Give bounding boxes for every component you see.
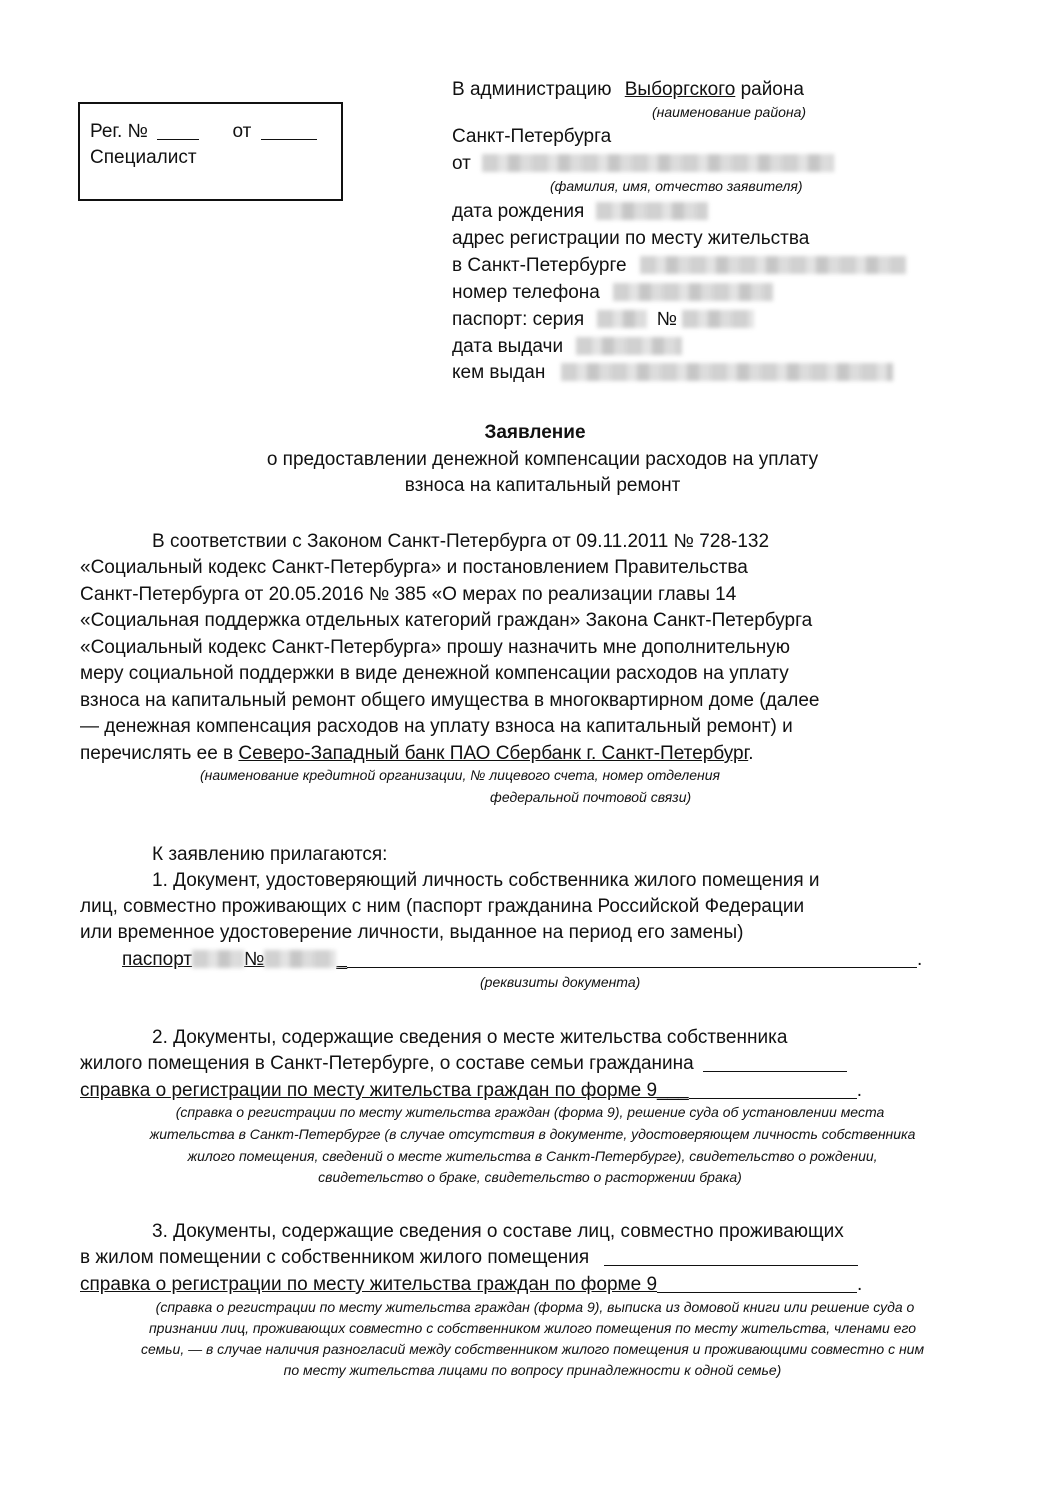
redacted-passport-series [597, 310, 647, 328]
phone-label: номер телефона [452, 282, 600, 303]
item3-line-text: в жилом помещении с собственником жилого помещения [80, 1247, 590, 1268]
item2-note: жительства в Санкт-Петербурге (в случае отсутствия в документе, удостоверяющем личность собственника [149, 1126, 916, 1142]
passport-number-label: № [656, 309, 678, 330]
birth-date-line [452, 199, 708, 226]
document-title: Заявление [484, 422, 586, 443]
item2-line-with-blank [80, 1051, 847, 1078]
item2-value: справка о регистрации по месту жительства граждан по форме 9___ [80, 1080, 689, 1101]
bank-name: Северо-Западный банк ПАО Сбербанк г. Санкт-Петербург [238, 743, 749, 764]
reg-number-blank [157, 121, 199, 140]
title-line-1: о предоставлении денежной компенсации расходов на уплату [266, 449, 819, 470]
item2-blank-line [703, 1053, 847, 1072]
reg-date-blank [261, 121, 317, 140]
district-suffix: района [740, 79, 804, 100]
body-line: «Социальный кодекс Санкт-Петербурга» и постановлением Правительства [80, 557, 748, 578]
item3-note: признании лиц, проживающих совместно с собственником жилого помещения по месту жительства, членами его [148, 1320, 917, 1336]
title-line-2: взноса на капитальный ремонт [404, 475, 681, 496]
redacted-attachment-series [192, 950, 244, 968]
bank-note-1: (наименование кредитной организации, № лицевого счета, номер отделения [200, 767, 720, 783]
item3-value-blank [657, 1274, 857, 1293]
from-label: от [452, 153, 471, 174]
body-line: — денежная компенсация расходов на уплату взноса на капитальный ремонт) и [80, 716, 793, 737]
item1-passport-label: паспорт [122, 949, 193, 970]
passport-series-label: паспорт: серия [452, 309, 585, 330]
issued-by-line [452, 360, 893, 387]
reg-number-label: Рег. № [90, 121, 148, 142]
issue-date-line [452, 334, 682, 361]
redacted-phone [613, 283, 773, 301]
body-line: взноса на капитальный ремонт общего имущества в многоквартирном доме (далее [80, 690, 820, 711]
applicant-line [452, 151, 834, 178]
item1-line: 1. Документ, удостоверяющий личность собственника жилого помещения и [152, 870, 820, 891]
item1-line: или временное удостоверение личности, выданное на период его замены) [80, 922, 744, 943]
item1-line: лиц, совместно проживающих с ним (паспорт гражданина Российской Федерации [80, 896, 805, 917]
body-line: «Социальный кодекс Санкт-Петербурга» прошу назначить мне дополнительную [80, 637, 790, 658]
district-note: (наименование района) [652, 104, 807, 120]
registration-box [78, 102, 343, 201]
item2-line-text: жилого помещения в Санкт-Петербурге, о составе семьи гражданина [80, 1053, 694, 1074]
district-name: Выборгского [624, 79, 736, 100]
item3-line: 3. Документы, содержащие сведения о составе лиц, совместно проживающих [152, 1221, 844, 1242]
item2-value-blank [689, 1080, 857, 1099]
address-city-line [452, 253, 906, 280]
specialist-label: Специалист [90, 147, 197, 168]
item1-note: (реквизиты документа) [480, 974, 641, 990]
redacted-issue-date [576, 337, 682, 355]
reg-number-row [90, 119, 317, 146]
to-admin-line [452, 77, 804, 104]
address-label: адрес регистрации по месту жительства [452, 228, 810, 249]
to-admin-label: В администрацию [452, 79, 612, 100]
item1-number-label: № [244, 949, 265, 970]
issued-by-label: кем выдан [452, 362, 546, 383]
bank-line [80, 741, 753, 768]
birth-date-label: дата рождения [452, 201, 585, 222]
body-line: «Социальная поддержка отдельных категорий граждан» Закона Санкт-Петербурга [80, 610, 813, 631]
bank-period: . [748, 743, 754, 764]
issue-date-label: дата выдачи [452, 336, 564, 357]
body-line: В соответствии с Законом Санкт-Петербурга от 09.11.2011 № 728-132 [152, 531, 770, 552]
item3-value-line: справка о регистрации по месту жительства граждан по форме 9 . [80, 1274, 863, 1295]
body-line: Санкт-Петербурга от 20.05.2016 № 385 «О мерах по реализации главы 14 [80, 584, 737, 605]
attachments-intro: К заявлению прилагаются: [152, 844, 388, 865]
redacted-birth-date [596, 202, 708, 220]
item1-tail: _ [336, 949, 348, 970]
address-city-label: в Санкт-Петербурге [452, 255, 627, 276]
applicant-note: (фамилия, имя, отчество заявителя) [550, 178, 803, 194]
item2-line: 2. Документы, содержащие сведения о месте жительства собственника [152, 1027, 788, 1048]
phone-line [452, 280, 773, 307]
bank-prefix: перечислять ее в [80, 743, 234, 764]
item3-note: семьи, — в случае наличия разногласий между собственником жилого помещения и проживающими совместно с ним [140, 1341, 925, 1357]
body-line: меру социальной поддержки в виде денежной компенсации расходов на уплату [80, 663, 789, 684]
item2-note: (справка о регистрации по месту жительства граждан (форма 9), решение суда об установлении места [175, 1104, 885, 1120]
item2-value-line: справка о регистрации по месту жительства граждан по форме 9___ . [80, 1080, 863, 1101]
item3-blank-line [604, 1247, 858, 1266]
item3-line-with-blank [80, 1245, 858, 1272]
redacted-applicant-name [482, 154, 834, 172]
passport-line [452, 307, 754, 334]
item1-passport-line: паспорт № _ . [122, 949, 923, 970]
redacted-attachment-number [264, 950, 336, 968]
item1-blank-line [347, 949, 917, 968]
reg-date-label: от [232, 121, 252, 142]
redacted-address [640, 256, 906, 274]
item3-note: (справка о регистрации по месту жительства граждан (форма 9), выписка из домовой книги или решение суда о [155, 1299, 915, 1315]
redacted-passport-number [682, 310, 754, 328]
item2-note: жилого помещения, сведений о месте жительства в Санкт-Петербурге), свидетельство о рождении, [187, 1148, 878, 1164]
city-label: Санкт-Петербурга [452, 126, 612, 147]
redacted-issued-by [561, 363, 893, 381]
bank-note-2: федеральной почтовой связи) [490, 789, 692, 805]
item2-note: свидетельство о браке, свидетельство о расторжении брака) [318, 1169, 742, 1185]
item3-note: по месту жительства лицами по вопросу принадлежности к одной семье) [283, 1362, 782, 1378]
item3-value: справка о регистрации по месту жительства граждан по форме 9 [80, 1274, 658, 1295]
